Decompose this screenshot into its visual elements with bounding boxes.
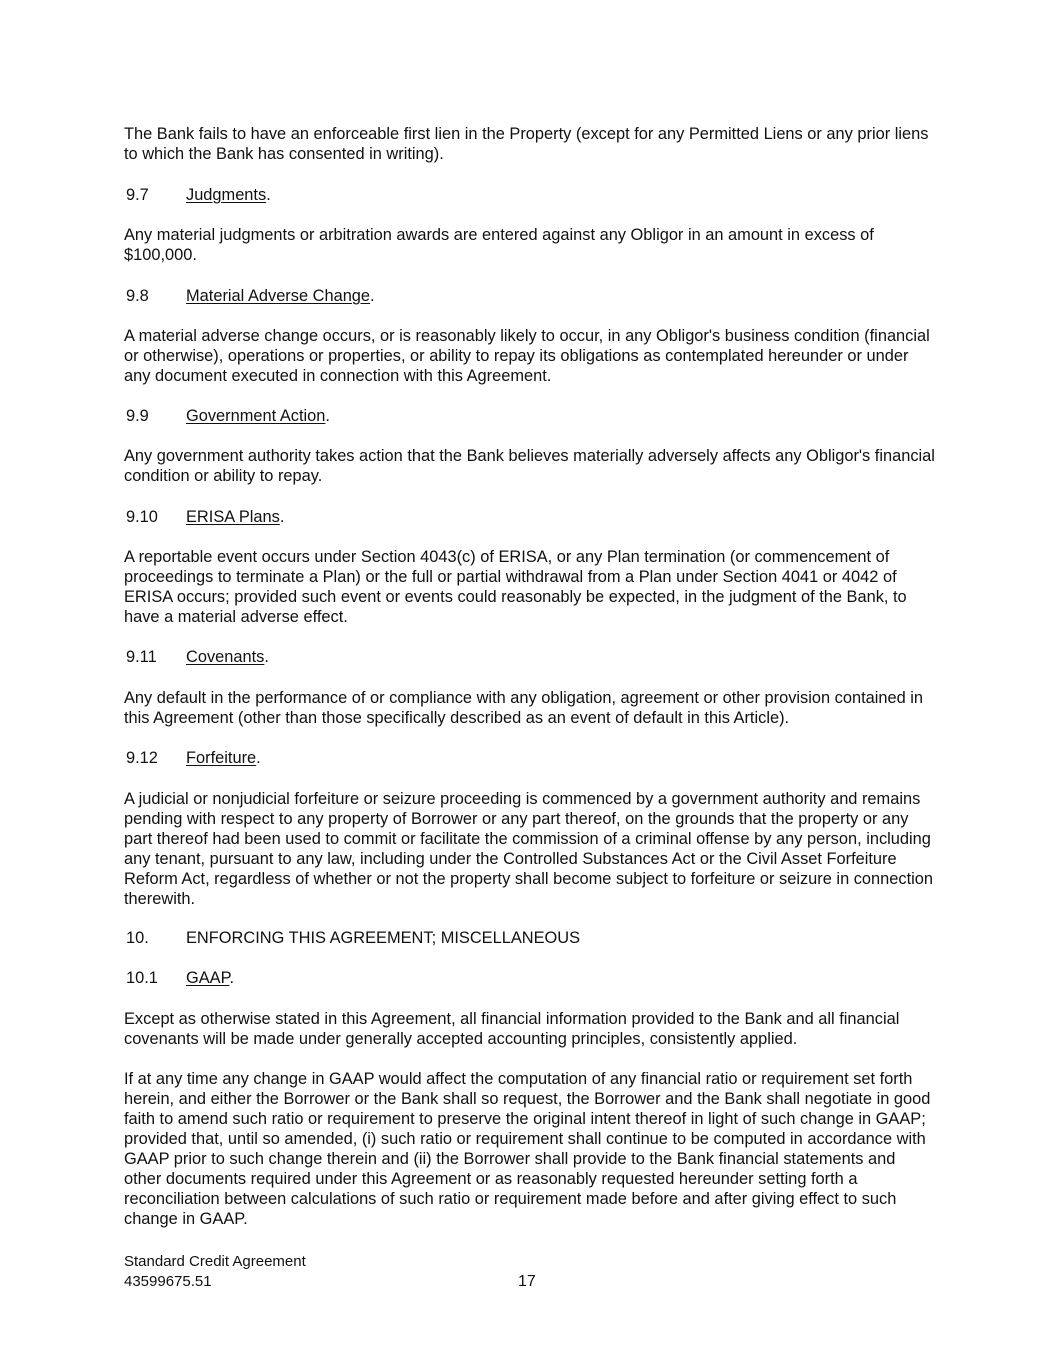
section-heading-10-1 (126, 968, 926, 988)
section-title-suffix: . (325, 407, 330, 425)
section-heading-9-10 (126, 507, 926, 527)
section-title: Judgments (186, 186, 267, 204)
section-title-suffix: . (279, 508, 285, 526)
paragraph-first-lien: The Bank fails to have an enforceable first lien in the Property (except for any Permitted Liens or any prior liens to which the Bank has consented in writing). (124, 125, 929, 163)
section-title: Covenants (186, 648, 265, 666)
article-number: 10. (126, 929, 149, 947)
section-title: Government Action (186, 407, 326, 425)
section-title: ERISA Plans (186, 508, 280, 526)
section-number: 9.10 (126, 508, 158, 526)
section-heading-9-7 (126, 185, 926, 205)
section-number: 9.9 (126, 407, 149, 425)
paragraph-gaap-1: Except as otherwise stated in this Agreement, all financial information provided to the Bank and all financial covenants will be made under generally accepted accounting principles, consistently applied. (124, 1010, 900, 1048)
section-heading-9-8 (126, 286, 926, 306)
section-title-suffix: . (256, 749, 261, 767)
footer-document-info (124, 1252, 306, 1292)
section-number: 9.12 (126, 749, 158, 767)
section-title-suffix: . (264, 648, 269, 666)
section-title: Material Adverse Change (186, 287, 371, 305)
paragraph-forfeiture: A judicial or nonjudicial forfeiture or seizure proceeding is commenced by a government authority and remains pending with respect to any property of Borrower or any part thereof, on the grounds that the property or any part thereof had been used to commit or facilitate the commission of a criminal offense by any person, including any tenant, pursuant to any law, including under the Controlled Substances Act or the Civil Asset Forfeiture Reform Act, regardless of whether or not the property shall become subject to forfeiture or seizure in connection therewith. (124, 790, 934, 908)
section-number: 10.1 (126, 969, 158, 987)
section-heading-9-12 (126, 748, 926, 768)
section-title: GAAP (186, 969, 230, 987)
section-title-suffix: . (370, 287, 375, 305)
paragraph-material-adverse-change: A material adverse change occurs, or is reasonably likely to occur, in any Obligor's business condition (financial or otherwise), operations or properties, or ability to repay its obligations as contemplated hereunder or under any document executed in connection with this Agreement. (124, 327, 930, 385)
paragraph-covenants: Any default in the performance of or compliance with any obligation, agreement or other provision contained in this Agreement (other than those specifically described as an event of default in this Article). (124, 689, 924, 727)
paragraph-judgments: Any material judgments or arbitration awards are entered against any Obligor in an amount in excess of $100,000. (124, 226, 874, 264)
article-heading-10 (126, 928, 926, 948)
section-heading-9-11 (126, 647, 926, 667)
section-number: 9.11 (126, 648, 157, 666)
paragraph-erisa-plans: A reportable event occurs under Section 4043(c) of ERISA, or any Plan termination (or commencement of proceedings to terminate a Plan) or the full or partial withdrawal from a Plan under Section 4041 or 4042 of ERISA occurs; provided such event or events could reasonably be expected, in the judgment of the Bank, to have a material adverse effect. (124, 548, 907, 626)
article-title: ENFORCING THIS AGREEMENT; MISCELLANEOUS (186, 929, 581, 947)
section-title: Forfeiture (186, 749, 257, 767)
footer-document-number: 43599675.51 (124, 1273, 212, 1290)
footer-document-title: Standard Credit Agreement (124, 1253, 306, 1270)
section-number: 9.8 (126, 287, 149, 305)
page-number: 17 (518, 1273, 536, 1290)
section-heading-9-9 (126, 406, 926, 426)
section-title-suffix: . (266, 186, 271, 204)
section-number: 9.7 (126, 186, 149, 204)
paragraph-gaap-2: If at any time any change in GAAP would affect the computation of any financial ratio or requirement set forth herein, and either the Borrower or the Bank shall so request, the Borrower and the Bank shall negotiate in good faith to amend such ratio or requirement to preserve the original intent thereof in light of such change in GAAP; provided that, until so amended, (i) such ratio or requirement shall continue to be computed in accordance with GAAP prior to such change therein and (ii) the Borrower shall provide to the Bank financial statements and other documents required under this Agreement or as reasonably requested hereunder setting forth a reconciliation between calculations of such ratio or requirement made before and after giving effect to such change in GAAP. (124, 1070, 931, 1228)
section-title-suffix: . (229, 969, 234, 987)
paragraph-government-action: Any government authority takes action that the Bank believes materially adversely affects any Obligor's financial condition or ability to repay. (124, 447, 935, 485)
